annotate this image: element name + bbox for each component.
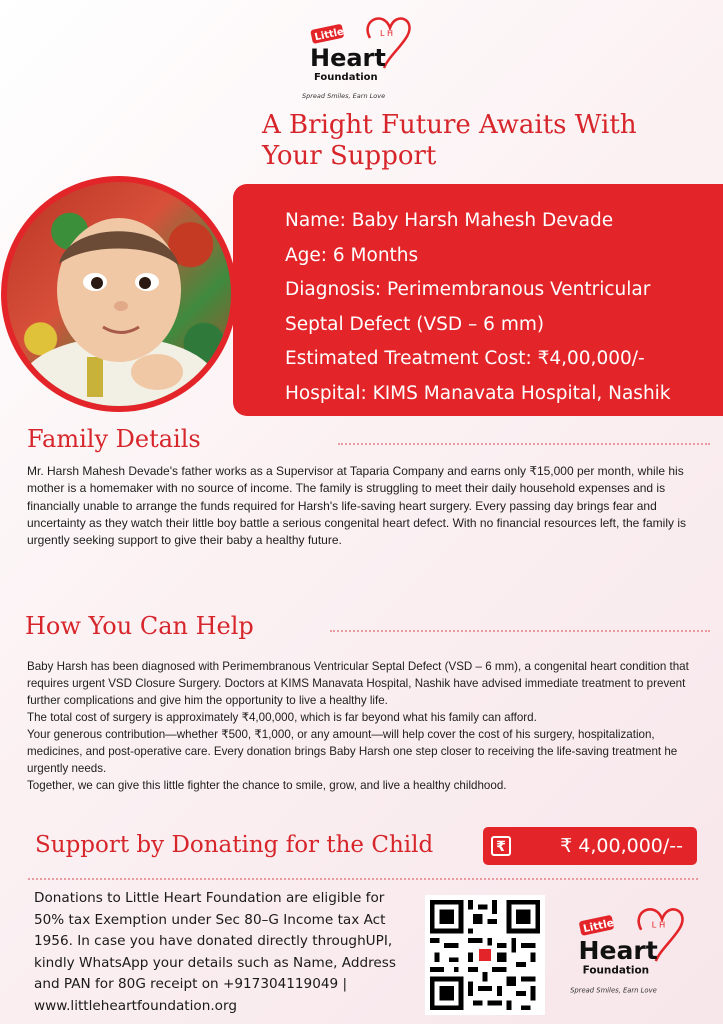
family-details-text: Mr. Harsh Mahesh Devade's father works as a Supervisor at Taparia Company and earns only ₹15,000 per month, while his mother is a homemaker with no source of income. The family is struggling to meet their daily household expenses and is financially unable to arrange the funds required for Harsh's life-saving heart surgery. Every passing day brings fear and uncertainty as they watch their little boy battle a serious congenital heart defect. With no financial resources left, the family is urgently seeking support to give their baby a healthy future. — [27, 464, 686, 548]
svg-text:Heart: Heart — [578, 935, 658, 965]
how-you-can-help-text: Baby Harsh has been diagnosed with Perimembranous Ventricular Septal Defect (VSD – 6 mm), a congenital heart condition that requires urgent VSD Closure Surgery. Doctors at KIMS Manavata Hospital, Nashik have advised immediate treatment to prevent further complications and give him the opportunity to live a healthy life. The total cost of surgery is approximately ₹4,00,000, which is far beyond what his family can afford. Your generous contribution—whether ₹500, ₹1,000, or any amount—will help cover the cost of his surgery, hospitalization, medicines, and post-operative care. Every donation brings Baby Harsh one step closer to receiving the life-saving treatment he urgently needs. Together, we can give this little fighter the chance to smile, grow, and live a healthy childhood. — [27, 660, 689, 792]
svg-text:L H: L H — [651, 919, 666, 930]
svg-text:Spread Smiles, Earn Love: Spread Smiles, Earn Love — [302, 92, 386, 100]
baby-photo — [1, 176, 237, 412]
donation-heading: Support by Donating for the Child — [35, 832, 434, 858]
family-details-heading: Family Details — [27, 425, 201, 453]
donation-amount-badge — [483, 827, 697, 865]
section-divider — [330, 630, 710, 632]
patient-hospital: Hospital: KIMS Manavata Hospital, Nashik — [285, 382, 671, 404]
section-divider — [28, 878, 698, 880]
tax-exemption-note: Donations to Little Heart Foundation are eligible for 50% tax Exemption under Sec 80–G Income tax Act 1956. In case you have donated directly throughUPI, kindly WhatsApp your details such as Name, Address and PAN for 80G receipt on +917304119049 | www.littleheartfoundation.org — [34, 890, 396, 1014]
patient-info-card — [233, 184, 723, 416]
little-heart-foundation-logo — [300, 8, 410, 103]
section-divider — [338, 443, 710, 445]
how-you-can-help-heading: How You Can Help — [25, 612, 254, 640]
svg-text:Little: Little — [313, 26, 345, 44]
patient-diagnosis: Diagnosis: Perimembranous Ventricular Septal Defect (VSD – 6 mm) — [285, 279, 651, 335]
svg-text:Foundation: Foundation — [582, 964, 650, 977]
svg-text:Spread Smiles, Earn Love: Spread Smiles, Earn Love — [570, 986, 657, 995]
donation-qr-code[interactable] — [425, 895, 545, 1015]
svg-text:Foundation: Foundation — [314, 72, 378, 83]
patient-name: Name: Baby Harsh Mahesh Devade — [285, 210, 614, 231]
svg-text:Heart: Heart — [310, 44, 386, 72]
svg-text:Little: Little — [582, 917, 615, 936]
patient-cost: Estimated Treatment Cost: ₹4,00,000/- — [285, 348, 645, 369]
svg-text:L H: L H — [380, 29, 394, 38]
page-title: A Bright Future Awaits With Your Support — [262, 110, 637, 171]
donation-amount: ₹ 4,00,000/-- — [560, 835, 683, 857]
patient-age: Age: 6 Months — [285, 244, 419, 266]
rupee-icon: ₹ — [491, 836, 511, 856]
little-heart-foundation-logo — [568, 898, 683, 998]
